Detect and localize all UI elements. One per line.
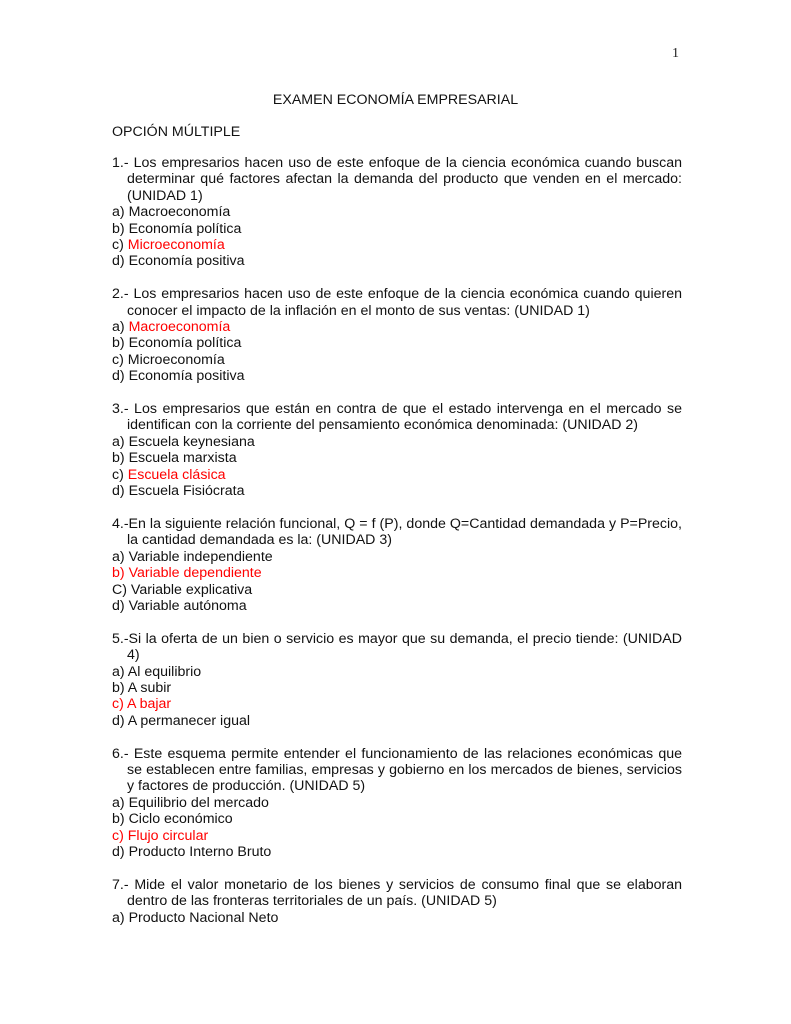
option-text: Microeconomía (127, 351, 225, 368)
option-text: Economía política (128, 220, 242, 237)
option-prefix: d) (112, 597, 129, 614)
option-text: A bajar (126, 696, 172, 713)
option-b (112, 450, 682, 466)
option-d (112, 253, 682, 269)
question-stem: 1.- Los empresarios hacen uso de este enfoque de la ciencia económica cuando buscan determinar qué factores afectan la demanda del producto que venden en el mercado: (UNIDAD 1) (112, 155, 682, 204)
option-b-correct (112, 565, 682, 581)
option-text: Escuela marxista (128, 450, 237, 467)
option-prefix: c) (112, 237, 128, 254)
option-c (112, 352, 682, 368)
option-c-correct (112, 237, 682, 253)
question-2 (112, 286, 682, 384)
question-5 (112, 631, 682, 729)
option-prefix: c) (112, 696, 127, 713)
option-text: Equilibrio del mercado (128, 794, 269, 811)
question-stem: 5.-Si la oferta de un bien o servicio es mayor que su demanda, el precio tiende: (UNIDAD 4) (112, 630, 682, 664)
option-text: Variable explicativa (130, 581, 253, 598)
option-prefix: c) (112, 466, 128, 483)
option-text: Macroeconomía (128, 319, 231, 336)
option-prefix: c) (112, 351, 128, 368)
option-prefix: a) (112, 433, 129, 450)
option-prefix: a) (112, 794, 129, 811)
section-title: OPCIÓN MÚLTIPLE (112, 124, 241, 140)
option-b (112, 221, 682, 237)
option-d (112, 368, 682, 384)
option-c-correct (112, 467, 682, 483)
option-prefix: a) (112, 663, 128, 680)
option-a (112, 664, 682, 680)
option-a (112, 204, 682, 220)
option-prefix: C) (112, 581, 131, 598)
option-a-correct (112, 319, 682, 335)
option-prefix: b) (112, 220, 129, 237)
option-prefix: c) (112, 827, 128, 844)
question-stem: 7.- Mide el valor monetario de los bienes y servicios de consumo final que se elaboran dentro de las fronteras territoriales de un país. (UNIDAD 5) (112, 876, 682, 910)
option-prefix: a) (112, 319, 129, 336)
option-c-correct (112, 696, 682, 712)
option-text: Economía política (128, 335, 242, 352)
document-title: EXAMEN ECONOMÍA EMPRESARIAL (272, 92, 519, 108)
option-text: Variable dependiente (128, 565, 262, 582)
option-c-correct (112, 828, 682, 844)
question-list (112, 155, 682, 942)
question-1 (112, 155, 682, 270)
question-stem: 4.-En la siguiente relación funcional, Q = f (P), donde Q=Cantidad demandada y P=Precio, la cantidad demandada es la: (UNIDAD 3) (112, 515, 682, 549)
option-a (112, 549, 682, 565)
option-text: Escuela clásica (127, 466, 226, 483)
question-4 (112, 516, 682, 614)
question-7 (112, 877, 682, 926)
option-d (112, 713, 682, 729)
option-text: Al equilibrio (127, 663, 202, 680)
option-text: A subir (127, 679, 172, 696)
option-text: Producto Interno Bruto (128, 843, 272, 860)
option-d (112, 483, 682, 499)
option-text: Economía positiva (128, 368, 245, 385)
option-prefix: b) (112, 335, 129, 352)
option-prefix: b) (112, 565, 129, 582)
option-prefix: d) (112, 368, 129, 385)
option-a (112, 910, 682, 926)
page-number: 1 (672, 46, 679, 61)
option-text: Escuela Fisiócrata (128, 483, 245, 500)
option-prefix: d) (112, 253, 129, 270)
option-text: A permanecer igual (127, 712, 251, 729)
option-text: Producto Nacional Neto (128, 909, 279, 926)
option-a (112, 795, 682, 811)
option-c (112, 582, 682, 598)
option-prefix: a) (112, 548, 129, 565)
question-stem: 6.- Este esquema permite entender el funcionamiento de las relaciones económicas que se establecen entre familias, empresas y gobierno en los mercados de bienes, servicios y factores de producción. (UNIDAD 5) (112, 745, 682, 795)
option-d (112, 598, 682, 614)
question-6 (112, 746, 682, 861)
option-b (112, 811, 682, 827)
option-a (112, 434, 682, 450)
option-prefix: d) (112, 843, 129, 860)
option-prefix: d) (112, 712, 128, 729)
option-b (112, 335, 682, 351)
option-prefix: b) (112, 679, 128, 696)
option-text: Flujo circular (127, 827, 209, 844)
option-text: Variable independiente (128, 548, 273, 565)
option-text: Escuela keynesiana (128, 433, 255, 450)
option-text: Microeconomía (127, 237, 225, 254)
option-prefix: a) (112, 909, 129, 926)
option-prefix: d) (112, 483, 129, 500)
option-text: Economía positiva (128, 253, 245, 270)
question-3 (112, 401, 682, 499)
question-stem: 2.- Los empresarios hacen uso de este enfoque de la ciencia económica cuando quieren conocer el impacto de la inflación en el monto de sus ventas: (UNIDAD 1) (112, 286, 682, 319)
option-text: Variable autónoma (128, 597, 247, 614)
option-text: Ciclo económico (128, 811, 233, 828)
option-b (112, 680, 682, 696)
option-prefix: b) (112, 450, 129, 467)
option-text: Macroeconomía (128, 204, 231, 221)
option-d (112, 844, 682, 860)
question-stem: 3.- Los empresarios que están en contra de que el estado intervenga en el mercado se identifican con la corriente del pensamiento económica denominada: (UNIDAD 2) (112, 401, 682, 434)
option-prefix: b) (112, 811, 129, 828)
option-prefix: a) (112, 204, 129, 221)
